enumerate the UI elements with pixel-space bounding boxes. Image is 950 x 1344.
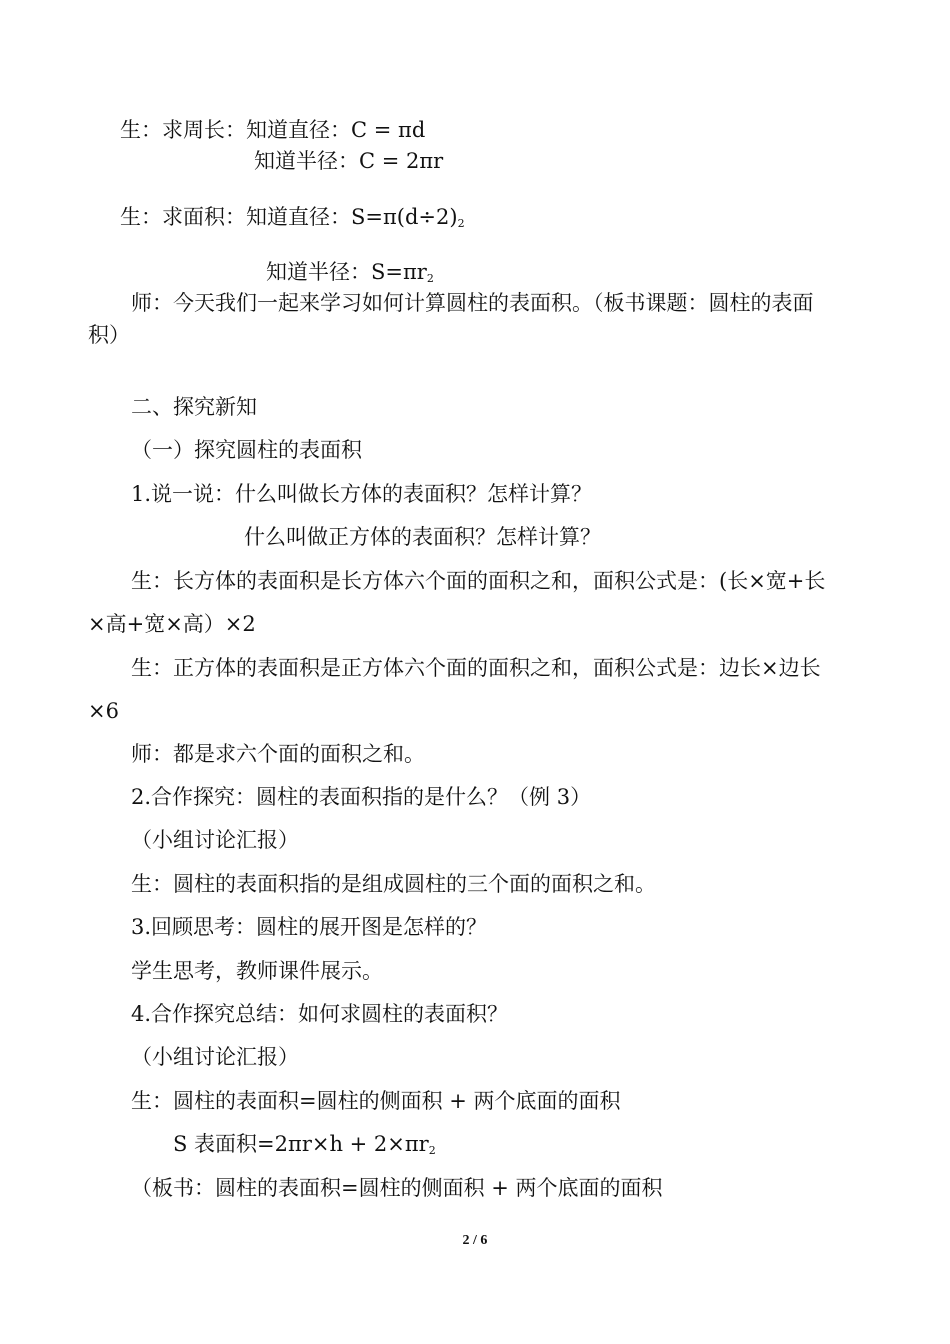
text-line: 生：正方体的表面积是正方体六个面的面积之和，面积公式是：边长×边长 xyxy=(131,656,821,680)
formula-line xyxy=(173,1131,436,1164)
text-line: （小组讨论汇报） xyxy=(131,1045,299,1069)
formula-text: 生：求面积：知道直径：S=π(d÷2) xyxy=(120,205,458,229)
text-line: ×6 xyxy=(88,699,119,723)
text-line: 生：圆柱的表面积=圆柱的侧面积 + 两个底面的面积 xyxy=(131,1089,621,1113)
text-line: 知道半径：C = 2πr xyxy=(254,149,444,173)
superscript: 2 xyxy=(426,272,434,285)
text-line: 2.合作探究：圆柱的表面积指的是什么？（例 3） xyxy=(131,785,592,809)
text-line: 什么叫做正方体的表面积？怎样计算？ xyxy=(244,525,601,549)
text-line: ×高+宽×高）×2 xyxy=(88,612,256,636)
superscript: 2 xyxy=(428,1144,436,1157)
text-line: （板书：圆柱的表面积=圆柱的侧面积 + 两个底面的面积 xyxy=(131,1176,663,1200)
text-line: （小组讨论汇报） xyxy=(131,828,299,852)
formula-text: S 表面积=2πr×h + 2×πr xyxy=(173,1132,429,1156)
text-line: 生：长方体的表面积是长方体六个面的面积之和，面积公式是：(长×宽+长 xyxy=(131,569,826,593)
text-line xyxy=(120,204,465,237)
text-line: 师：都是求六个面的面积之和。 xyxy=(131,742,425,766)
text-line: 生：圆柱的表面积指的是组成圆柱的三个面的面积之和。 xyxy=(131,872,656,896)
section-heading: 二、探究新知 xyxy=(131,395,257,419)
page-number: 2 / 6 xyxy=(462,1233,488,1248)
text-line: 积） xyxy=(88,323,130,347)
formula-text: 知道半径：S=πr xyxy=(266,260,427,284)
text-line: 师：今天我们一起来学习如何计算圆柱的表面积。（板书课题：圆柱的表面 xyxy=(131,291,814,315)
text-line xyxy=(266,259,434,292)
subsection-heading: （一）探究圆柱的表面积 xyxy=(131,438,362,462)
text-line: 1.说一说：什么叫做长方体的表面积？怎样计算？ xyxy=(131,482,593,506)
text-line: 4.合作探究总结：如何求圆柱的表面积？ xyxy=(131,1002,509,1026)
superscript: 2 xyxy=(457,217,465,230)
text-line: 3.回顾思考：圆柱的展开图是怎样的？ xyxy=(131,915,488,939)
text-line: 生：求周长：知道直径：C = πd xyxy=(120,118,426,142)
text-line: 学生思考，教师课件展示。 xyxy=(131,959,383,983)
